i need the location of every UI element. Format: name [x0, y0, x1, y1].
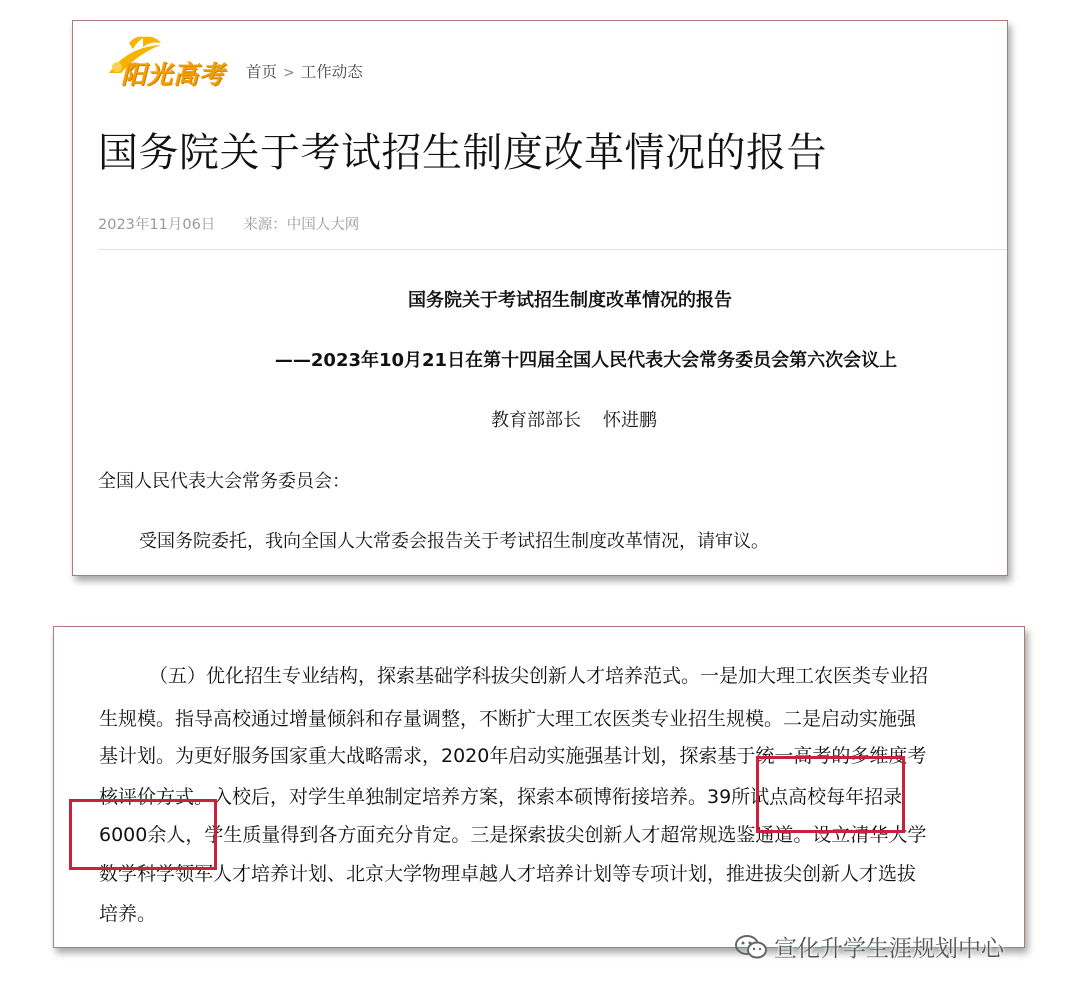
watermark — [734, 930, 1004, 966]
excerpt-line: 基计划。为更好服务国家重大战略需求，2020年启动实施强基计划，探索基于统一高考的多维度考 — [99, 745, 927, 767]
article-heading: 国务院关于考试招生制度改革情况的报告 — [408, 290, 732, 311]
article-header-card — [72, 20, 1008, 576]
excerpt-line: 核评价方式。入校后，对学生单独制定培养方案，探索本硕博衔接培养。39所试点高校每年招录 — [99, 786, 903, 808]
breadcrumb-separator: > — [283, 65, 295, 81]
intro-paragraph: 受国务院委托，我向全国人大常委会报告关于考试招生制度改革情况，请审议。 — [139, 531, 769, 552]
excerpt-line: 数学科学领军人才培养计划、北京大学物理卓越人才培养计划等专项计划，推进拔尖创新人才选拔 — [99, 863, 917, 885]
excerpt-line: 生规模。指导高校通过增量倾斜和存量调整，不断扩大理工农医类专业招生规模。二是启动实施强 — [99, 708, 917, 730]
publish-date: 2023年11月06日 — [98, 217, 216, 233]
wechat-icon — [734, 934, 768, 966]
highlight-box-6000 — [69, 799, 217, 870]
excerpt-line: 6000余人，学生质量得到各方面充分肯定。三是探索拔尖创新人才超常规选鉴通道。设立清华大学 — [99, 824, 927, 846]
divider — [98, 249, 1007, 250]
article-subheading: ——2023年10月21日在第十四届全国人民代表大会常务委员会第六次会议上 — [274, 350, 898, 371]
logo-text: 阳光高考 — [121, 60, 226, 89]
excerpt-line: 培养。 — [99, 903, 157, 925]
site-logo[interactable] — [99, 33, 229, 91]
watermark-text: 宣化升学生涯规划中心 — [774, 936, 1004, 962]
highlight-box-39-schools — [756, 756, 905, 833]
page-title: 国务院关于考试招生制度改革情况的报告 — [98, 130, 827, 176]
breadcrumb-news-link[interactable]: 工作动态 — [300, 63, 363, 81]
article-author — [73, 406, 1007, 432]
excerpt-line: （五）优化招生专业结构，探索基础学科拔尖创新人才培养范式。一是加大理工农医类专业招 — [149, 665, 929, 687]
article-meta — [98, 213, 359, 234]
breadcrumb-home-link[interactable]: 首页 — [246, 63, 278, 81]
article-source: 来源：中国人大网 — [243, 217, 360, 233]
author-name: 怀进鹏 — [603, 410, 657, 431]
excerpt-card — [53, 626, 1025, 948]
breadcrumb — [246, 60, 363, 82]
author-title: 教育部部长 — [491, 410, 581, 431]
salutation: 全国人民代表大会常务委员会： — [98, 471, 350, 492]
